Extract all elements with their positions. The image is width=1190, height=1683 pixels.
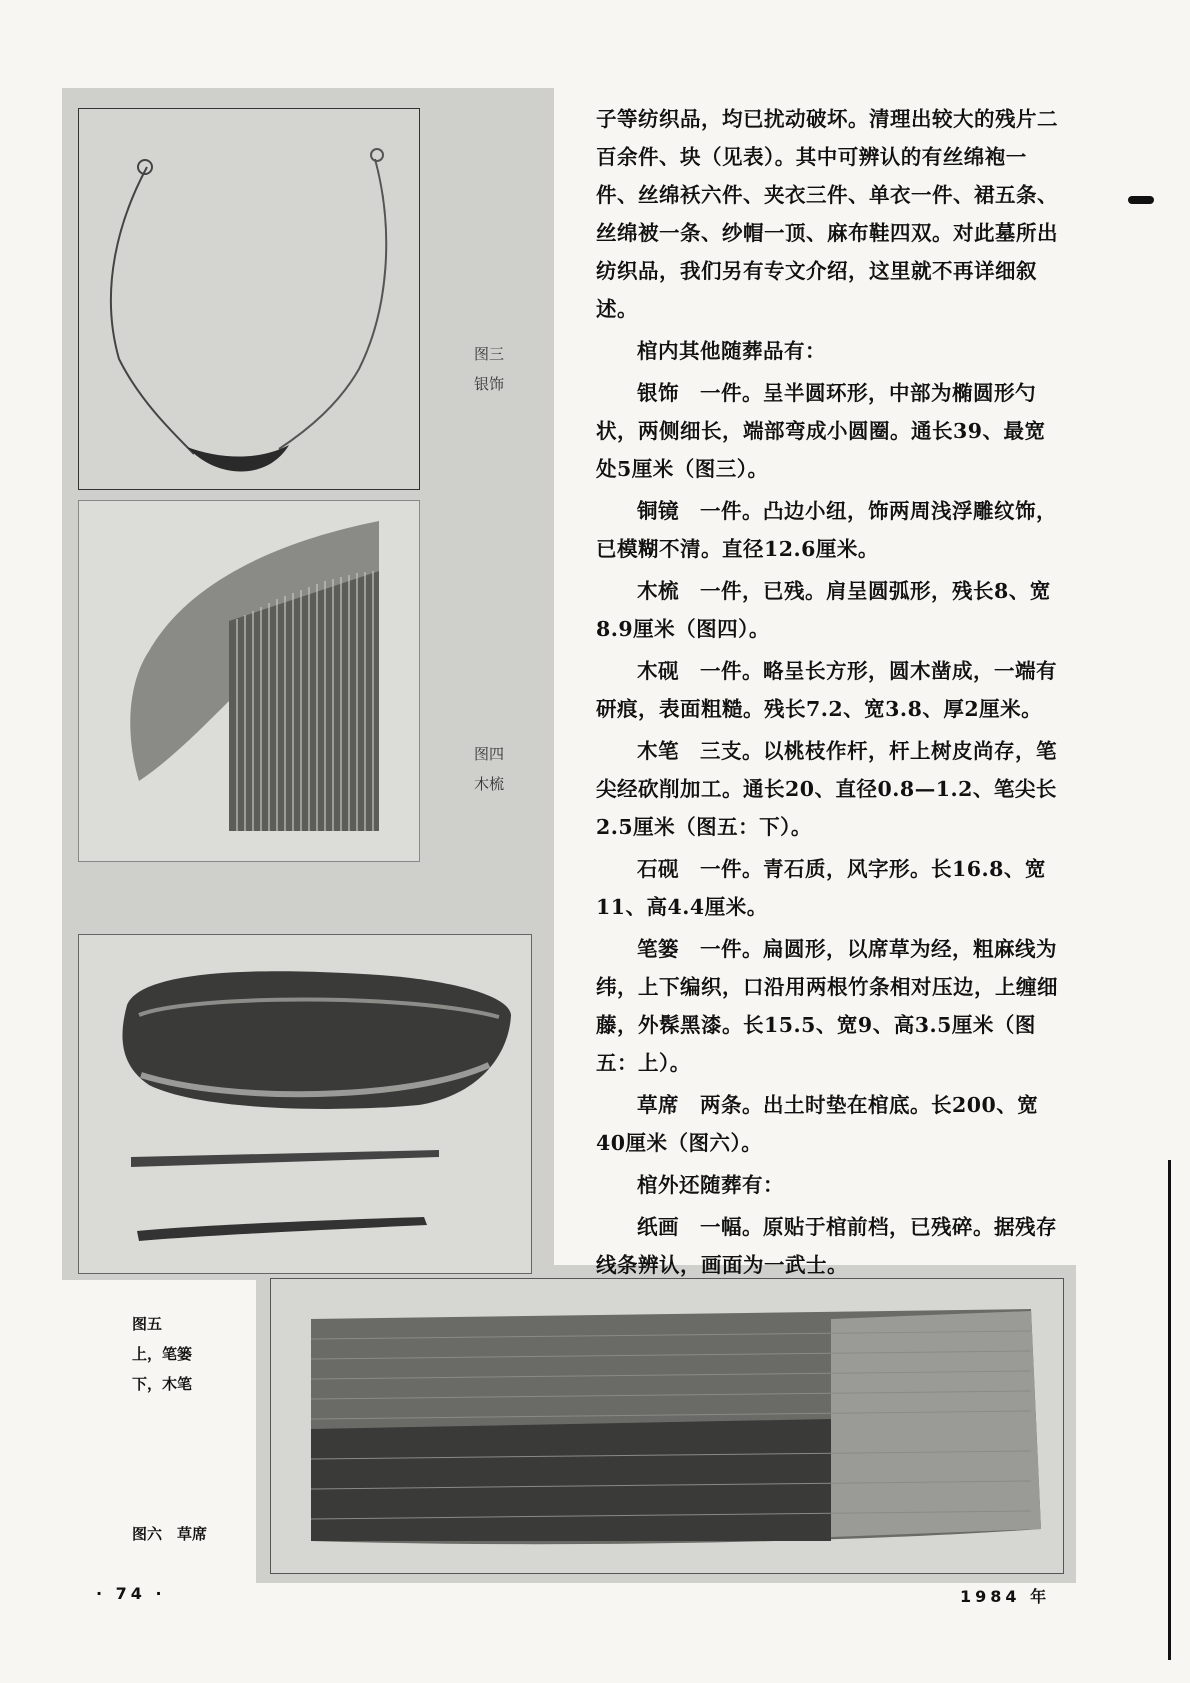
body-paragraph: 笔篓 一件。扁圆形，以席草为经，粗麻线为纬，上下编织，口沿用两根竹条相对压边，上缠细藤，外髹黑漆。长15.5、宽9、高3.5厘米（图五：上）。: [596, 937, 1058, 1075]
silver-ornament-image: [79, 109, 419, 489]
body-paragraph: 草席 两条。出土时垫在棺底。长200、宽40厘米（图六）。: [596, 1093, 1039, 1155]
body-paragraph: 木梳 一件，已残。肩呈圆弧形，残长8、宽8.9厘米（图四）。: [596, 579, 1051, 641]
grass-mat-image: [271, 1279, 1063, 1573]
brush-basket-and-brushes-image: [79, 935, 531, 1273]
fig6-caption: 图六 草席: [132, 1525, 208, 1543]
fig5-caption-line1: 图五: [132, 1315, 163, 1333]
body-paragraph: 棺内其他随葬品有：: [637, 339, 826, 363]
figure-3-silver-ornament-photo: [78, 108, 420, 490]
body-paragraph: 银饰 一件。呈半圆环形，中部为椭圆形勺状，两侧细长，端部弯成小圆圈。通长39、最宽处5厘米（图三）。: [596, 381, 1046, 481]
body-paragraph: 石砚 一件。青石质，风字形。长16.8、宽11、高4.4厘米。: [596, 857, 1046, 919]
scan-speck: [1128, 196, 1154, 204]
fig5-caption-line3: 下，木笔: [132, 1375, 193, 1393]
body-paragraph: 棺外还随葬有：: [637, 1173, 784, 1197]
fig5-caption-line2: 上，笔篓: [132, 1345, 193, 1363]
body-paragraph: 子等纺织品，均已扰动破坏。清理出较大的残片二百余件、块（见表）。其中可辨认的有丝绵袍一件、丝绵袄六件、夹衣三件、单衣一件、裙五条、丝绵被一条、纱帽一顶、麻布鞋四双。对此墓所出纺织品，我们另有专文介绍，这里就不再详细叙述。: [596, 107, 1058, 321]
fig3-caption-line1: 图三: [474, 345, 505, 363]
fig3-caption-line2: 银饰: [474, 375, 505, 393]
page-number: · 74 ·: [96, 1584, 166, 1603]
figure-6-grass-mat-photo: [270, 1278, 1064, 1574]
body-paragraph: 木砚 一件。略呈长方形，圆木凿成，一端有研痕，表面粗糙。残长7.2、宽3.8、厚2厘米。: [596, 659, 1057, 721]
scan-edge-mark: [1168, 1160, 1171, 1660]
wooden-comb-image: [79, 501, 419, 861]
fig4-caption-line1: 图四: [474, 745, 505, 763]
body-paragraph: 木笔 三支。以桃枝作杆，杆上树皮尚存，笔尖经砍削加工。通长20、直径0.8—1.2、笔尖长2.5厘米（图五：下）。: [596, 739, 1057, 839]
figure-5-brush-basket-photo: [78, 934, 532, 1274]
fig4-caption-line2: 木梳: [474, 775, 505, 793]
body-paragraph: 纸画 一幅。原贴于棺前档，已残碎。据残存线条辨认，画面为一武士。: [596, 1215, 1057, 1277]
body-paragraph: 铜镜 一件。凸边小纽，饰两周浅浮雕纹饰，已模糊不清。直径12.6厘米。: [596, 499, 1057, 561]
publication-year: 1984 年: [960, 1587, 1051, 1606]
article-body-text: [596, 100, 1066, 1284]
figure-4-wooden-comb-photo: [78, 500, 420, 862]
